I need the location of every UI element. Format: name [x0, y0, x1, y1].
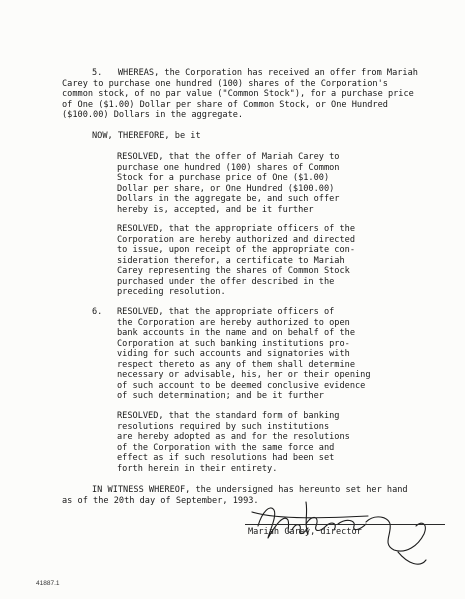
text-line: RESOLVED, that the appropriate officers of the: [117, 224, 355, 234]
text-line: RESOLVED, that the standard form of banking: [117, 411, 340, 421]
text-line: bank accounts in the name and on behalf of the: [117, 328, 355, 338]
text-line: Dollars in the aggregate be, and such offer: [117, 194, 340, 204]
text-line: of the Corporation with the same force and: [117, 442, 335, 453]
text-line: effect as if such resolutions had been set: [117, 453, 335, 463]
text-line: RESOLVED, that the appropriate officers of: [117, 307, 335, 317]
text-line: of One ($1.00) Dollar per share of Common Stock, or One Hundred: [62, 99, 388, 110]
text-line: necessary or advisable, his, her or their opening: [117, 370, 371, 380]
text-line: are hereby adopted as and for the resolutions: [117, 432, 350, 442]
text-line: Stock for a purchase price of One ($1.00): [117, 173, 330, 183]
text-line: purchase one hundred (100) shares of Common: [117, 162, 340, 173]
text-line: resolutions required by such institutions: [117, 421, 330, 432]
now-therefore-line: NOW, THEREFORE, be it: [92, 131, 201, 141]
text-line: Carey to purchase one hundred (100) shares of the Corporation's: [62, 78, 388, 89]
text-line: Corporation are hereby authorized and directed: [117, 234, 355, 245]
text-line: sideration therefor, a certificate to Mariah: [117, 255, 345, 266]
text-line: forth herein in their entirety.: [117, 463, 278, 474]
text-line: viding for such accounts and signatories with: [117, 349, 350, 359]
text-line: to issue, upon receipt of the appropriate con-: [117, 245, 355, 255]
text-line: respect thereto as any of them shall determine: [117, 359, 355, 370]
text-line: of such account to be deemed conclusive evidence: [117, 380, 366, 391]
text-line: of such determination; and be it further: [117, 391, 324, 401]
text-line: as of the 20th day of September, 1993.: [62, 495, 259, 506]
text-line: common stock, of no par value ("Common Stock"), for a purchase price: [62, 89, 414, 99]
text-line: IN WITNESS WHEREOF, the undersigned has hereunto set her hand: [92, 485, 408, 495]
signatory-name: Mariah Carey, director: [248, 527, 362, 537]
text-line: RESOLVED, that the offer of Mariah Carey to: [117, 152, 340, 162]
text-line: preceding resolution.: [117, 287, 226, 297]
text-line: hereby is, accepted, and be it further: [117, 204, 314, 215]
text-line: the Corporation are hereby authorized to open: [117, 317, 350, 328]
text-line: purchased under the offer described in the: [117, 276, 335, 287]
text-line: Carey representing the shares of Common Stock: [117, 266, 350, 276]
text-line: Dollar per share, or One Hundred ($100.00): [117, 183, 335, 194]
text-line: 5. WHEREAS, the Corporation has received an offer from Mariah: [92, 68, 418, 78]
text-line: Corporation at such banking institutions pro-: [117, 338, 350, 349]
text-line: ($100.00) Dollars in the aggregate.: [62, 110, 244, 120]
paragraph-number: 6.: [92, 307, 103, 317]
signature-line: [245, 524, 445, 525]
document-number: 41887.1: [36, 580, 60, 587]
